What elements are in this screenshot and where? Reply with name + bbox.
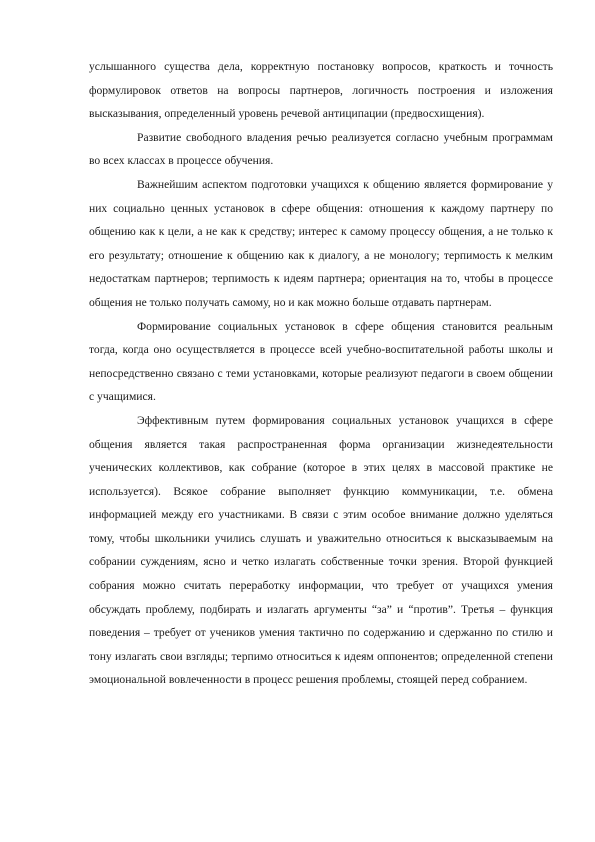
paragraph-continuation: услышанного существа дела, корректную постановку вопросов, краткость и точность формулировок ответов на вопросы партнеров, логичность построения и изложения высказывания, определенный уровень речевой антиципации (предвосхищения).: [89, 60, 553, 121]
paragraph-social-attitudes: Важнейшим аспектом подготовки учащихся к общению является формирование у них социально ценных установок в сфере общения: отношения к каждому партнеру по общению как к цели, а не как к средству; интерес к самому процессу общения, а не только к его результату; отношение к общению как к диалогу, а не монологу; терпимость к мелким недостаткам партнеров; терпимость к идеям партнера; ориентация на то, чтобы в процессе общения не только получать самому, но и как можно больше отдавать партнерам.: [89, 177, 553, 309]
paragraph-speech-development: Развитие свободного владения речью реализуется согласно учебным программам во всех классах в процессе обучения.: [89, 130, 553, 168]
paragraph-attitude-formation: Формирование социальных установок в сфере общения становится реальным тогда, когда оно осуществляется в процессе всей учебно-воспитательной работы школы и непосредственно связано с теми установками, которые реализуют педагоги в своем общении с учащимися.: [89, 319, 553, 404]
paragraph-meeting-functions: Эффективным путем формирования социальных установок учащихся в сфере общения является такая распространенная форма организации жизнедеятельности ученических коллективов, как собрание (которое в этих целях в массовой практике не используется). Всякое собрание выполняет функцию коммуникации, т.е. обмена информацией между его участниками. В связи с этим особое внимание должно уделяться тому, чтобы школьники учились слушать и уважительно относиться к высказываемым на собрании суждениям, ясно и четко излагать собственные точки зрения. Второй функцией собрания можно считать переработку информации, что требует от учащихся умения обсуждать проблему, подбирать и излагать аргументы “за” и “против”. Третья – функция поведения – требует от учеников умения тактично по содержанию и сдержанно по стилю и тону излагать свои взгляды; терпимо относиться к идеям оппонентов; определенной степени эмоциональной вовлеченности в процесс решения проблемы, стоящей перед собранием.: [89, 413, 553, 687]
document-body: [89, 55, 553, 692]
